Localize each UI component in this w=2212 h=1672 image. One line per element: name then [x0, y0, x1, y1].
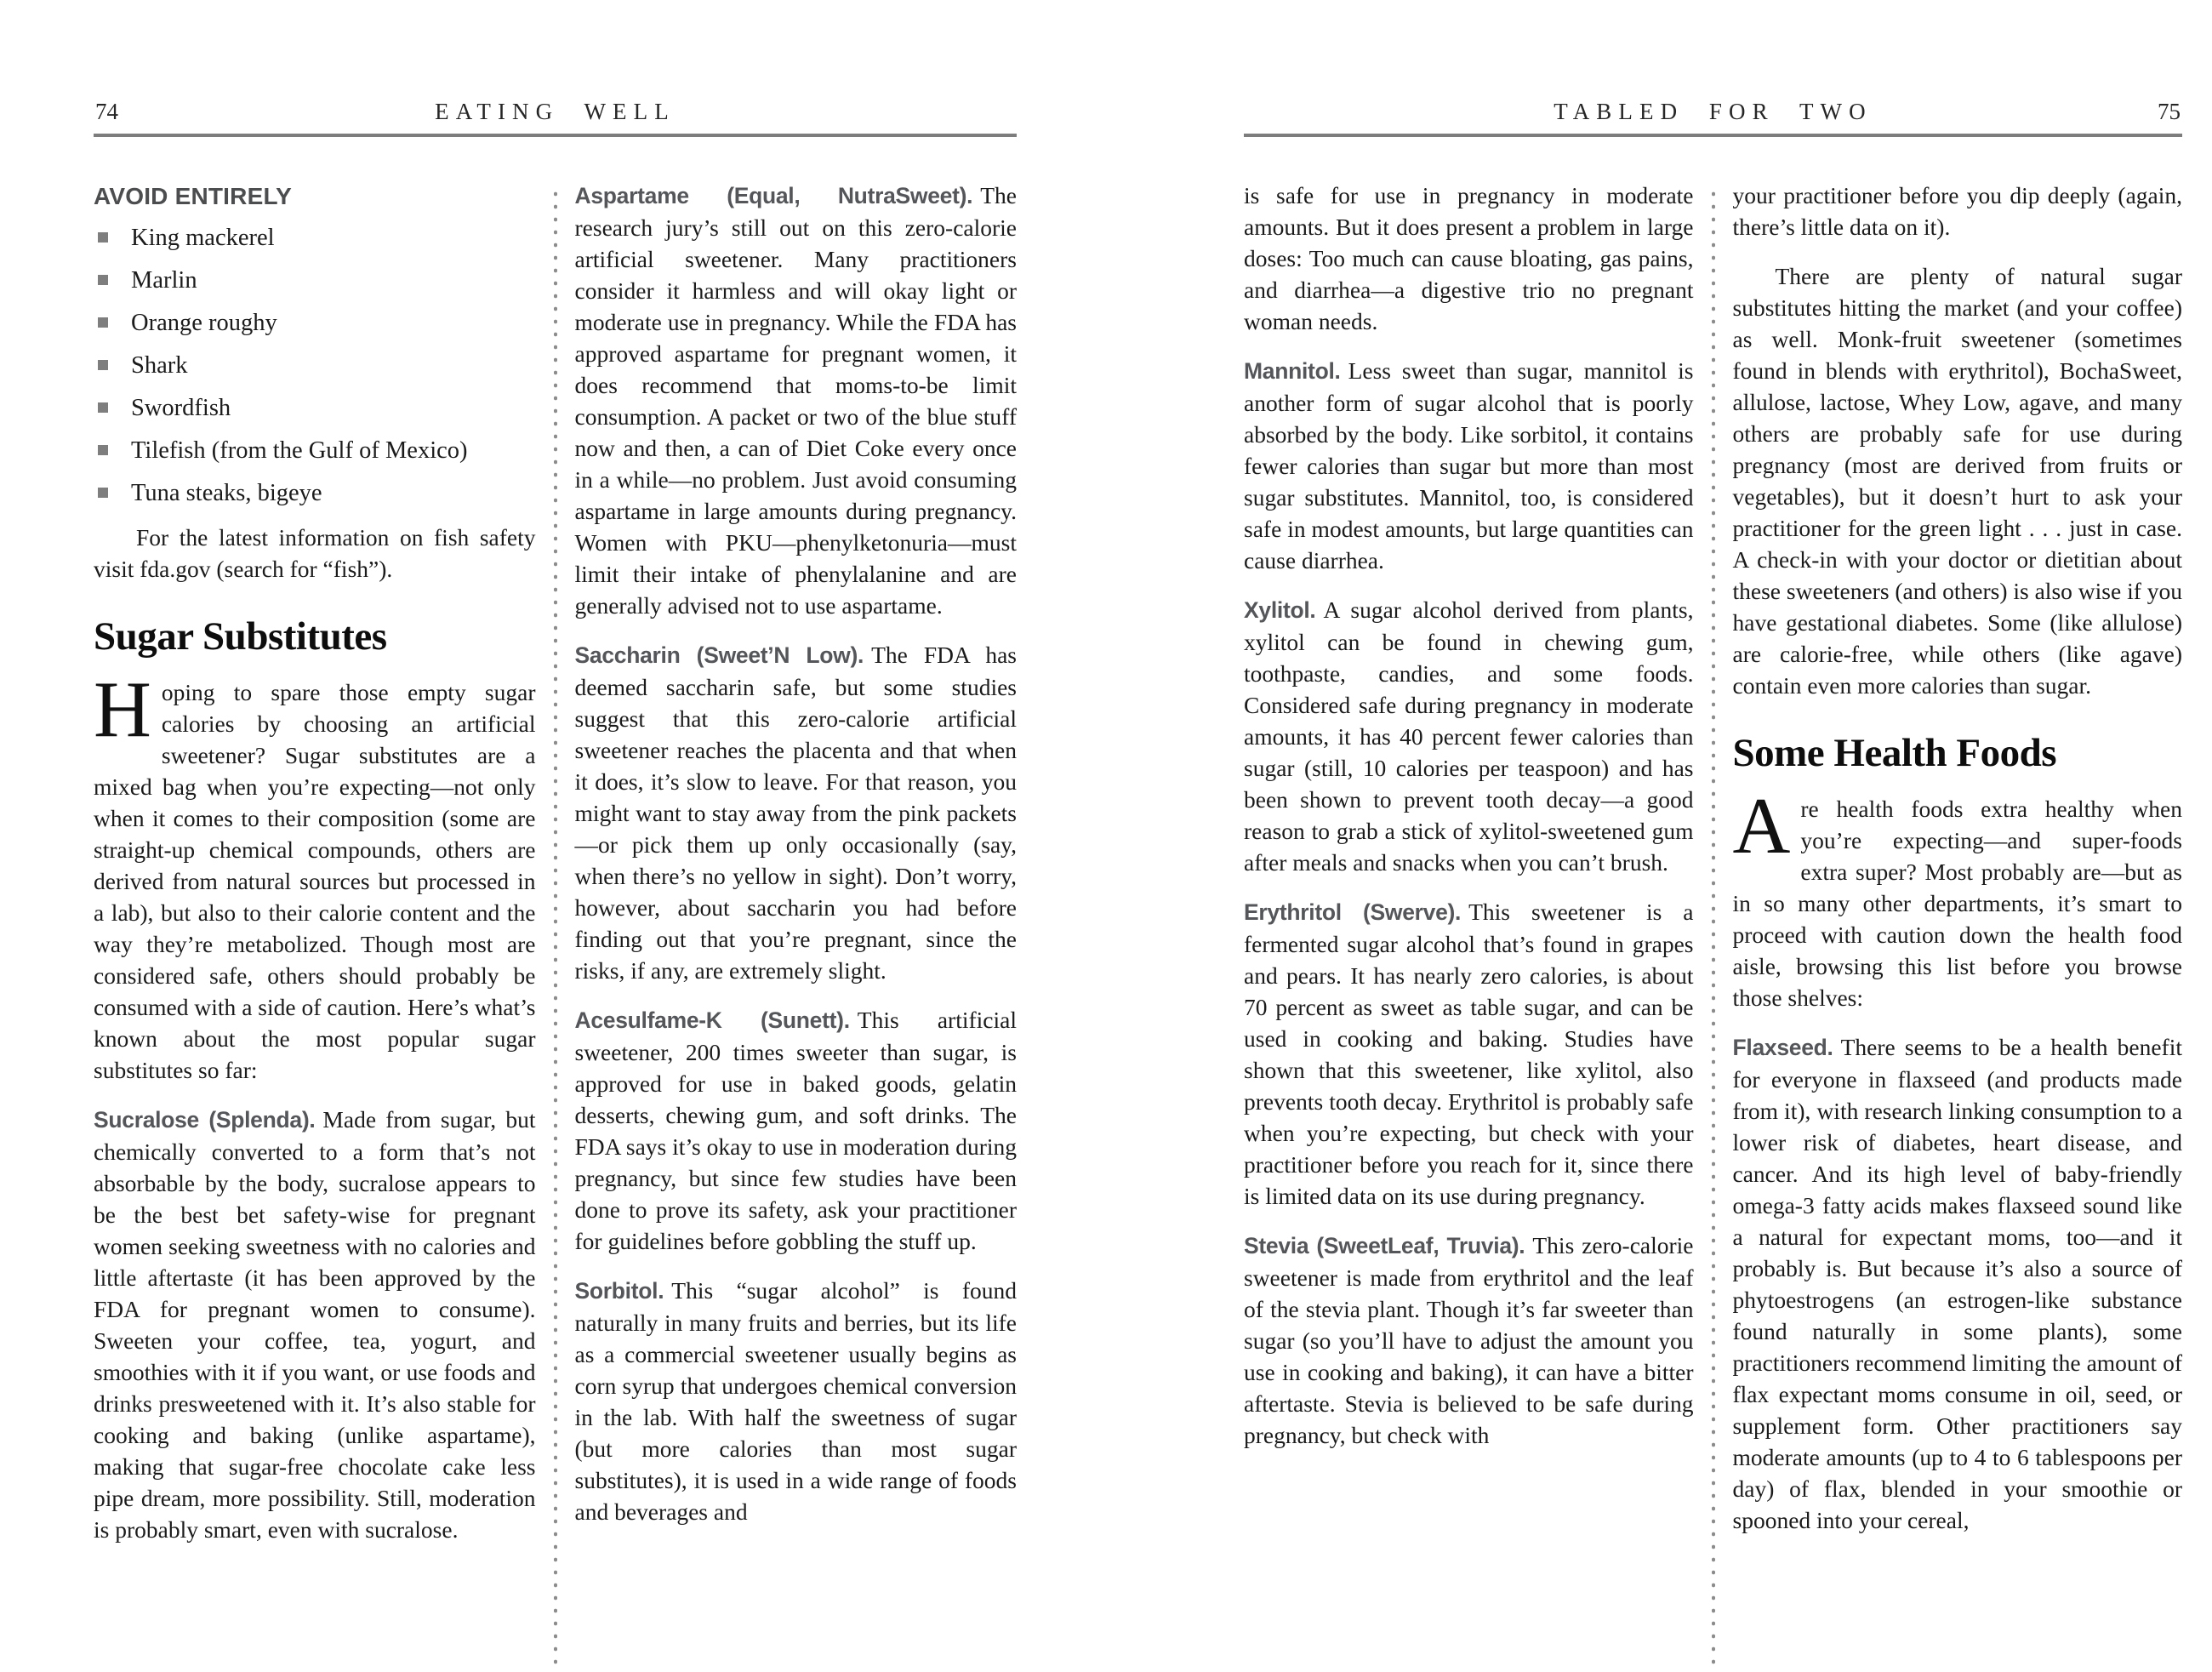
entry-acesulfame-k	[575, 1004, 1018, 1257]
entry-text: The FDA has deemed saccharin safe, but some studies suggest that this zero-calorie artificial sweetener reaches the placenta and that when it does, it’s slow to leave. For that reason, you might want to stay away from the pink packets—or pick them up only occasionally (say, when there’s no yellow in sight). Don’t worry, however, about saccharin you had before finding out that you’re pregnant, since the risks, if any, are extremely slight.	[574, 642, 1017, 984]
natural-substitutes-paragraph: There are plenty of natural sugar substitutes hitting the market (and your coffee) as well. Monk-fruit sweetener (sometimes found in blends with erythritol), BochaSweet, allulose, lactose, Whey Low, agave, and many others are probably safe for use during pregnancy (most are derived from fruits or vegetables), but it doesn’t hurt to ask your practitioner for the green light . . . just in case. A check-in with your doctor or dietitian about these sweeteners (and others) is also wise if you have gestational diabetes. Some (like allulose) are calorie-free, while others (like agave) contain even more calories than sugar.	[1732, 263, 2182, 699]
paragraph-text: re health foods extra healthy when you’re expecting—and super-foods extra super? Most probably are—but as in so many other departments, it’s smart to proceed with caution down the health food aisle, browsing this list before you browse those shelves:	[1732, 796, 2182, 1011]
page-75-column-1	[1244, 180, 1694, 1536]
continuation-paragraph: your practitioner before you dip deeply (again, there’s little data on it).	[1732, 182, 2182, 240]
entry-saccharin	[575, 639, 1018, 986]
list-item	[94, 224, 536, 253]
list-item	[94, 309, 536, 338]
entry-mannitol	[1244, 355, 1694, 576]
entry-lead: Saccharin (Sweet’N Low).	[574, 642, 864, 668]
list-item-label: King mackerel	[131, 225, 275, 251]
entry-lead: Sucralose (Splenda).	[94, 1107, 316, 1133]
continuation-paragraph: is safe for use in pregnancy in moderate amounts. But it does present a problem in large doses: Too much can cause bloating, gas pains, and diarrhea—a digestive trio no pregnant woman needs.	[1244, 182, 1694, 334]
running-head: TABLED FOR TWO	[1554, 99, 1873, 124]
running-head: EATING WELL	[435, 99, 676, 124]
drop-cap-letter: H	[94, 665, 151, 754]
entry-lead: Flaxseed.	[1732, 1035, 1833, 1060]
entry-stevia	[1244, 1230, 1694, 1451]
list-item-label: Marlin	[131, 267, 197, 294]
entry-erythritol	[1244, 896, 1694, 1212]
square-bullet-icon	[98, 360, 108, 370]
entry-lead: Acesulfame-K (Sunett).	[574, 1007, 850, 1033]
entry-text: This artificial sweetener, 200 times sweeter than sugar, is approved for use in baked goods, gelatin desserts, chewing gum, and soft drinks. The FDA says it’s okay to use in moderation during pregnancy, but since few studies have been done to prove its safety, ask your practitioner for guidelines before gobbling the stuff up.	[574, 1007, 1017, 1254]
list-item	[94, 479, 536, 508]
section-heading-some-health-foods: Some Health Foods	[1732, 731, 2057, 775]
entry-aspartame	[575, 180, 1018, 621]
entry-lead: Stevia (SweetLeaf, Truvia).	[1244, 1233, 1525, 1258]
entry-text: This “sugar alcohol” is found naturally in many fruits and berries, but its life as a commercial sweetener usually begins as corn syrup that undergoes chemical conversion in the lab. With half the sweetness of sugar (but more calories than most sugar substitutes), it is used in a wide range of foods and beverages and	[574, 1277, 1017, 1525]
page-74-columns	[94, 137, 1017, 1545]
column-divider	[554, 191, 557, 1672]
entry-text: Made from sugar, but chemically converted to a form that’s not absorbable by the body, sucralose appears to be the best bet safety-wise for pregnant women seeking sweetness with no calories and little aftertaste (it has been approved by the FDA for pregnant women to consume). Sweeten your coffee, tea, yogurt, and smoothies with it if you want, or use foods and drinks presweetened with it. It’s also stable for cooking and baking (unlike aspartame), making that sugar-free chocolate cake less pipe dream, more possibility. Still, moderation is probably smart, even with sucralose.	[94, 1106, 536, 1543]
list-item-label: Shark	[131, 352, 188, 379]
avoid-list	[94, 224, 536, 508]
entry-xylitol	[1244, 594, 1694, 878]
fish-safety-note: For the latest information on fish safety visit fda.gov (search for “fish”).	[94, 524, 536, 582]
entry-flaxseed	[1733, 1031, 2183, 1536]
entry-lead: Sorbitol.	[574, 1278, 664, 1304]
square-bullet-icon	[98, 445, 108, 455]
entry-text: There seems to be a health benefit for everyone in flaxseed (and products made from it), with research linking consumption to a lower risk of diabetes, heart disease, and cancer. And its high level of baby-friendly omega-3 fatty acids makes flaxseed sound like a natural for expectant moms, too—and it probably is. But because it’s also a source of phytoestrogens (an estrogen-like substance found naturally in some plants), some practitioners recommend limiting the amount of flax expectant moms consume in oil, seed, or supplement form. Other practitioners say moderate amounts (up to 4 to 6 tablespoons per day) of flax, blended in your smoothie or spooned into your cereal,	[1732, 1034, 2182, 1533]
square-bullet-icon	[98, 232, 108, 243]
page-74	[94, 81, 1017, 1625]
avoid-entirely-heading: AVOID ENTIRELY	[94, 183, 293, 209]
page-75-columns	[1244, 137, 2182, 1536]
page-75-header	[1244, 81, 2182, 137]
list-item	[94, 394, 536, 423]
column-divider	[1712, 191, 1715, 1672]
dropcap-paragraph	[1732, 782, 2183, 1013]
page-number: 74	[95, 99, 118, 124]
entry-lead: Mannitol.	[1244, 358, 1341, 384]
entry-text: This sweetener is a fermented sugar alcohol that’s found in grapes and pears. It has nearly zero calories, is about 70 percent as sweet as table sugar, and can be used in cooking and baking. Studies have shown that this sweetener, like xylitol, also prevents tooth decay. Erythritol is probably safe when you’re expecting, but check with your practitioner before you reach for it, since there is limited data on its use during pregnancy.	[1244, 899, 1694, 1209]
list-item	[94, 437, 536, 465]
list-item-label: Tuna steaks, bigeye	[131, 480, 322, 506]
list-item	[94, 266, 536, 295]
entry-lead: Erythritol (Swerve).	[1244, 899, 1462, 925]
drop-cap-letter: A	[1732, 782, 1791, 870]
entry-sorbitol	[575, 1275, 1018, 1527]
entry-text: The research jury’s still out on this zero-calorie artificial sweetener. Many practitioners consider it harmless and will okay light or moderate use in pregnancy. While the FDA has approved aspartame for pregnant women, it does recommend that moms-to-be limit consumption. A packet or two of the blue stuff now and then, a can of Diet Coke every once in a while—no problem. Just avoid consuming aspartame in large amounts during pregnancy. Women with PKU—phenylketonuria—must limit their intake of phenylalanine and are generally advised not to use aspartame.	[574, 182, 1017, 619]
entry-sucralose	[94, 1104, 536, 1545]
paragraph-text: oping to spare those empty sugar calories by choosing an artificial sweetener? Sugar substitutes are a mixed bag when you’re expecting—not only when it comes to their composition (some are straight-up chemical compounds, others are derived from natural sources but processed in a lab), but also to their calorie content and the way they’re metabolized. Though most are considered safe, others should probably be consumed with a side of caution. Here’s what’s known about the most popular sugar substitutes so far:	[94, 679, 536, 1083]
list-item-label: Swordfish	[131, 395, 231, 421]
entry-text: A sugar alcohol derived from plants, xylitol can be found in chewing gum, toothpaste, candies, and some foods. Considered safe during pregnancy in moderate amounts, it has 40 percent fewer calories than sugar (still, 10 calories per teaspoon) and has been shown to prevent tooth decay—a good reason to grab a stick of xylitol-sweetened gum after meals and snacks when you can’t brush.	[1244, 596, 1694, 876]
list-item-label: Orange roughy	[131, 310, 277, 336]
page-74-header	[94, 81, 1017, 137]
square-bullet-icon	[98, 317, 108, 328]
page-74-column-2	[575, 180, 1018, 1545]
list-item-label: Tilefish (from the Gulf of Mexico)	[131, 437, 468, 464]
entry-text: Less sweet than sugar, mannitol is another form of sugar alcohol that is poorly absorbed by the body. Like sorbitol, it contains fewer calories than sugar but more than most sugar substitutes. Mannitol, too, is considered safe in modest amounts, but large quantities can cause diarrhea.	[1244, 357, 1694, 574]
entry-lead: Xylitol.	[1244, 597, 1316, 623]
square-bullet-icon	[98, 488, 108, 498]
dropcap-paragraph	[94, 665, 536, 1086]
list-item	[94, 351, 536, 380]
page-75-column-2	[1733, 180, 2183, 1536]
square-bullet-icon	[98, 275, 108, 285]
page-75	[1244, 81, 2182, 1625]
square-bullet-icon	[98, 402, 108, 413]
section-heading-sugar-substitutes: Sugar Substitutes	[94, 614, 387, 659]
page-74-column-1	[94, 180, 536, 1545]
page-number: 75	[2158, 99, 2181, 124]
entry-lead: Aspartame (Equal, NutraSweet).	[574, 183, 973, 208]
entry-text: This zero-calorie sweetener is made from erythritol and the leaf of the stevia plant. Though it’s far sweeter than sugar (so you’ll have to adjust the amount you use in cooking and baking), it can have a bitter aftertaste. Stevia is believed to be safe during pregnancy, but check with	[1244, 1232, 1694, 1448]
